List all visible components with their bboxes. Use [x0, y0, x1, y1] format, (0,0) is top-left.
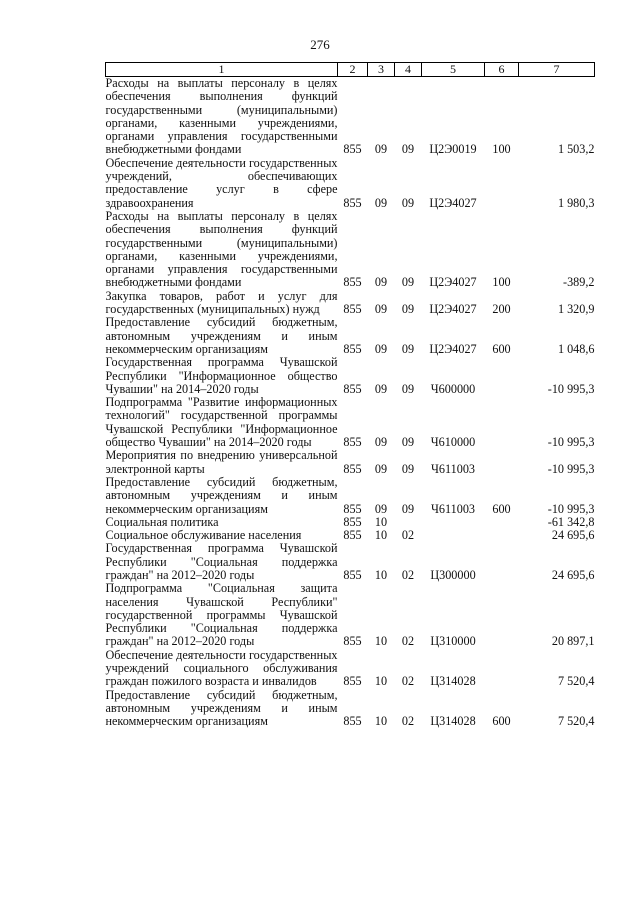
row-description: Подпрограмма "Социальная защита населения Чувашской Республики" государственной программы Чувашской Республики "Социальная поддержка граждан" на 2012–2020 годы: [105, 581, 338, 649]
row-amount: 24 695,6: [551, 528, 595, 543]
row-amount: -61 342,8: [547, 514, 595, 529]
column-header: 3: [368, 63, 395, 77]
row-code-4: 09: [401, 341, 415, 356]
row-amount: 24 695,6: [551, 567, 595, 582]
row-amount: 1 048,6: [557, 341, 595, 356]
row-code-4: 02: [401, 674, 415, 689]
row-code-2: 855: [343, 461, 362, 476]
row-amount: -389,2: [563, 275, 595, 290]
row-code-3: 09: [374, 302, 388, 317]
row-code-2: 855: [343, 514, 362, 529]
budget-table: [105, 62, 595, 729]
row-code-2: 855: [343, 528, 362, 543]
row-code-6: 600: [492, 714, 511, 729]
row-code-2: 855: [343, 634, 362, 649]
row-amount: 7 520,4: [557, 674, 595, 689]
row-code-2: 855: [343, 381, 362, 396]
row-code-6: [485, 449, 519, 476]
row-description: Обеспечение деятельности государственных учреждений, обеспечивающих предоставление услуг в сфере здравоохранения: [105, 155, 338, 210]
row-code-5: Ц2Э4027: [429, 195, 477, 210]
table-row: [106, 542, 595, 582]
row-code-5: Ц300000: [430, 567, 476, 582]
row-code-5: Ц310000: [430, 634, 476, 649]
row-code-3: 10: [374, 674, 388, 689]
row-code-4: 09: [401, 275, 415, 290]
row-description: Предоставление субсидий бюджетным, автономным учреждениям и иным некоммерческим организациям: [105, 474, 338, 516]
row-code-3: 10: [374, 514, 388, 529]
row-description: Расходы на выплаты персоналу в целях обеспечения выполнения функций государственными (муниципальными) органами, казенными учреждениями, органами управления государственными внебюджетными фондами: [105, 76, 338, 157]
row-code-4: 02: [401, 567, 415, 582]
row-description: Государственная программа Чувашской Республики "Информационное общество Чувашии" на 2014–2020 годы: [105, 355, 338, 396]
row-code-4: 09: [401, 461, 415, 476]
table-row: [106, 396, 595, 449]
row-code-6: 600: [492, 341, 511, 356]
row-code-3: 09: [374, 341, 388, 356]
table-row: [106, 157, 595, 210]
row-code-5: Ц2Э4027: [429, 341, 477, 356]
row-description: Подпрограмма "Развитие информационных технологий" государственной программы Чувашской Республики "Информационное общество Чувашии" на 2014–2020 годы: [105, 395, 338, 450]
row-code-3: 10: [374, 528, 388, 543]
row-code-5: [422, 529, 485, 542]
row-code-3: 10: [374, 567, 388, 582]
row-code-6: 100: [492, 275, 511, 290]
row-code-2: 855: [343, 674, 362, 689]
row-code-2: 855: [343, 567, 362, 582]
row-code-5: Ц2Э4027: [429, 302, 477, 317]
row-code-5: Ч611003: [430, 501, 476, 516]
row-code-6: [485, 529, 519, 542]
row-code-5: Ц2Э0019: [429, 142, 477, 157]
row-code-4: [395, 516, 422, 529]
column-header: 7: [519, 63, 595, 77]
row-code-2: 855: [343, 435, 362, 450]
row-amount: -10 995,3: [547, 381, 595, 396]
row-code-4: 02: [401, 634, 415, 649]
column-header: 4: [395, 63, 422, 77]
row-code-4: 09: [401, 501, 415, 516]
column-header: 2: [338, 63, 368, 77]
row-code-4: 09: [401, 195, 415, 210]
table-row: [106, 529, 595, 542]
row-description: Мероприятия по внедрению универсальной электронной карты: [105, 448, 338, 476]
row-code-6: [485, 396, 519, 449]
row-code-4: 09: [401, 142, 415, 157]
row-code-3: 09: [374, 142, 388, 157]
row-code-2: 855: [343, 275, 362, 290]
row-description: Государственная программа Чувашской Республики "Социальная поддержка граждан" на 2012–2020 годы: [105, 541, 338, 582]
column-header: 1: [106, 63, 338, 77]
row-amount: -10 995,3: [547, 435, 595, 450]
row-description: Расходы на выплаты персоналу в целях обеспечения выполнения функций государственными (муниципальными) органами, казенными учреждениями, органами управления государственными внебюджетными фондами: [105, 208, 338, 290]
row-code-4: 02: [401, 714, 415, 729]
row-code-2: 855: [343, 714, 362, 729]
table-row: [106, 449, 595, 476]
table-row: [106, 582, 595, 648]
row-code-5: [422, 516, 485, 529]
page-number: 276: [310, 37, 330, 52]
row-description: Закупка товаров, работ и услуг для государственных (муниципальных) нужд: [105, 288, 338, 317]
row-code-3: 09: [374, 461, 388, 476]
table-row: [106, 476, 595, 516]
row-code-6: [485, 516, 519, 529]
row-code-3: 09: [374, 381, 388, 396]
column-header: 6: [485, 63, 519, 77]
table-row: [106, 689, 595, 729]
column-header: 5: [422, 63, 485, 77]
table-row: [106, 316, 595, 356]
row-code-2: 855: [343, 142, 362, 157]
row-amount: -10 995,3: [547, 501, 595, 516]
row-code-5: Ц314028: [430, 674, 476, 689]
row-description: Социальное обслуживание населения: [105, 528, 302, 543]
table-row: [106, 356, 595, 396]
row-code-3: 10: [374, 714, 388, 729]
table-row: [106, 210, 595, 290]
row-code-3: 09: [374, 435, 388, 450]
row-description: Предоставление субсидий бюджетным, автономным учреждениям и иным некоммерческим организациям: [105, 315, 338, 356]
row-code-6: [485, 542, 519, 582]
table-row: [106, 649, 595, 689]
row-code-3: 10: [374, 634, 388, 649]
row-code-3: 09: [374, 501, 388, 516]
row-code-4: 09: [401, 435, 415, 450]
row-amount: 1 320,9: [557, 302, 595, 317]
table-row: [106, 290, 595, 317]
row-code-3: 09: [374, 275, 388, 290]
row-description: Социальная политика: [105, 514, 219, 529]
row-amount: 7 520,4: [557, 714, 595, 729]
table-row: [106, 77, 595, 157]
row-code-3: 09: [374, 195, 388, 210]
row-code-5: Ц2Э4027: [429, 275, 477, 290]
row-code-6: 200: [492, 302, 511, 317]
row-code-6: [485, 356, 519, 396]
row-code-4: 02: [401, 528, 415, 543]
row-code-5: Ч610000: [430, 435, 476, 450]
row-amount: -10 995,3: [547, 461, 595, 476]
row-code-6: [485, 582, 519, 648]
row-code-5: Ц314028: [430, 714, 476, 729]
row-code-6: [485, 157, 519, 210]
table-header-row: [106, 63, 595, 77]
row-code-2: 855: [343, 302, 362, 317]
row-amount: 20 897,1: [551, 634, 595, 649]
row-code-6: [485, 649, 519, 689]
row-code-2: 855: [343, 341, 362, 356]
row-code-2: 855: [343, 195, 362, 210]
row-code-6: 100: [492, 142, 511, 157]
row-code-6: 600: [492, 501, 511, 516]
row-description: Предоставление субсидий бюджетным, автономным учреждениям и иным некоммерческим организациям: [105, 687, 338, 729]
row-code-2: 855: [343, 501, 362, 516]
row-amount: 1 980,3: [557, 195, 595, 210]
row-code-5: Ч611003: [430, 461, 476, 476]
row-code-5: Ч600000: [430, 381, 476, 396]
row-description: Обеспечение деятельности государственных учреждений социального обслуживания граждан пожилого возраста и инвалидов: [105, 647, 338, 689]
row-code-4: 09: [401, 302, 415, 317]
table-row: [106, 516, 595, 529]
row-amount: 1 503,2: [557, 142, 595, 157]
table-body: [106, 77, 595, 729]
row-code-4: 09: [401, 381, 415, 396]
